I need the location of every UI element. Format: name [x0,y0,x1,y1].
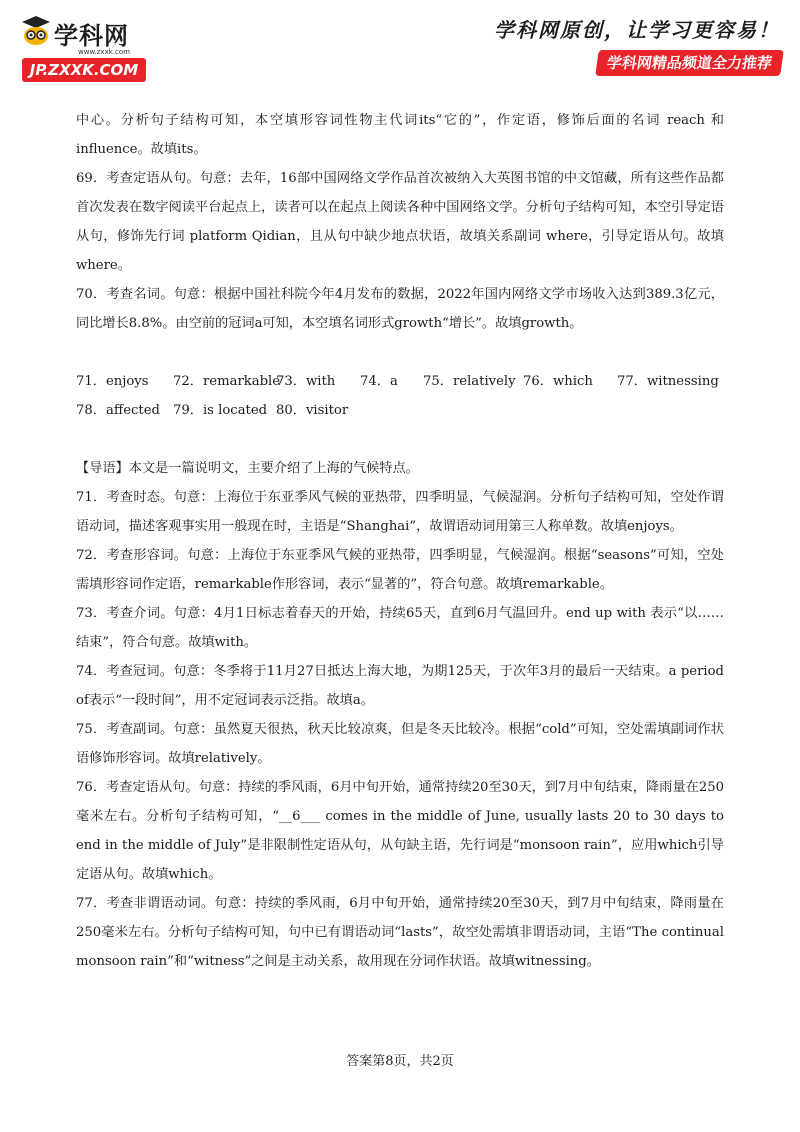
answer-item: 73．with [276,374,336,389]
answer-item: 72．remarkable [173,374,281,389]
logo-text: 学科网 [54,22,129,50]
answer-item: 71．enjoys [76,374,149,389]
answer-item: 74．a [360,374,398,389]
paragraph: 75．考查副词。句意：虽然夏天很热，秋天比较凉爽，但是冬天比较冷。根据“cold”可知，空处需填副词作状语修饰形容词。故填relatively。 [76,722,724,766]
answer-item: 80．visitor [276,403,349,418]
answer-key-row [76,396,724,425]
logo-url: www.zxxk.com [78,48,130,56]
answer-item: 77．witnessing [617,374,719,389]
header-slogan: 学科网原创，让学习更容易！ [494,18,780,42]
paragraph: 【导语】本文是一篇说明文，主要介绍了上海的气候特点。 [76,461,419,476]
paragraph: 中心。分析句子结构可知，本空填形容词性物主代词its“它的”，作定语，修饰后面的名词 reach 和 influence。故填its。 [76,113,724,157]
recommend-badge: 学科网精品频道全力推荐 [595,50,784,76]
paragraph: 69．考查定语从句。句意：去年，16部中国网络文学作品首次被纳入大英图书馆的中文馆藏，所有这些作品都首次发表在数字阅读平台起点上，读者可以在起点上阅读各种中国网络文学。分析句子结构可知，本空引导定语从句，修饰先行词 platform Qidian，且从句中缺少地点状语，故填关系副词 where，引导定语从句。故填where。 [76,171,724,273]
document-body [76,106,724,976]
paragraph: 72．考查形容词。句意：上海位于东亚季风气候的亚热带，四季明显，气候湿润。根据“seasons”可知，空处需填形容词作定语，remarkable作形容词，表示“显著的”，符合句意。故填remarkable。 [76,548,724,592]
paragraph: 76．考查定语从句。句意：持续的季风雨，6月中旬开始，通常持续20至30天，到7月中旬结束，降雨量在250毫米左右。分析句子结构可知，“__6___ comes in the middle of June, usually lasts 20 to 30 days to end in the middle of July”是非限制性定语从句，从句缺主语，先行词是“monsoon rain”，应用which引导定语从句。故填which。 [76,780,724,882]
answer-key-row [76,367,724,396]
spacer [76,338,724,367]
spacer [76,425,724,454]
paragraph: 71．考查时态。句意：上海位于东亚季风气候的亚热带，四季明显，气候湿润。分析句子结构可知，空处作谓语动词，描述客观事实用一般现在时，主语是“Shanghai”，故谓语动词用第三人称单数。故填enjoys。 [76,490,724,534]
site-logo[interactable] [22,10,162,79]
owl-mascot-icon [22,16,50,46]
answer-item: 76．which [523,374,593,389]
paragraph: 70．考查名词。句意：根据中国社科院今年4月发布的数据，2022年国内网络文学市场收入达到389.3亿元，同比增长8.8%。由空前的冠词a可知，本空填名词形式growth“增长”。故填growth。 [76,287,724,331]
page-header [0,0,800,84]
paragraph: 73．考查介词。句意：4月1日标志着春天的开始，持续65天，直到6月气温回升。end up with 表示“以……结束”，符合句意。故填with。 [76,606,724,650]
answer-item: 75．relatively [423,374,516,389]
paragraph: 74．考查冠词。句意：冬季将于11月27日抵达上海大地，为期125天，于次年3月的最后一天结束。a period of表示“一段时间”，用不定冠词表示泛指。故填a。 [76,664,724,708]
page-footer: 答案第8页，共2页 [346,1054,454,1069]
answer-item: 78．affected [76,403,160,418]
paragraph: 77．考查非谓语动词。句意：持续的季风雨，6月中旬开始，通常持续20至30天，到7月中旬结束，降雨量在250毫米左右。分析句子结构可知，句中已有谓语动词“lasts”，故空处需填非谓语动词，主语“The continual monsoon rain”和“witness”之间是主动关系，故用现在分词作状语。故填witnessing。 [76,896,724,969]
logo-banner: JP.ZXXK.COM [22,58,146,82]
answer-item: 79．is located [173,403,268,418]
